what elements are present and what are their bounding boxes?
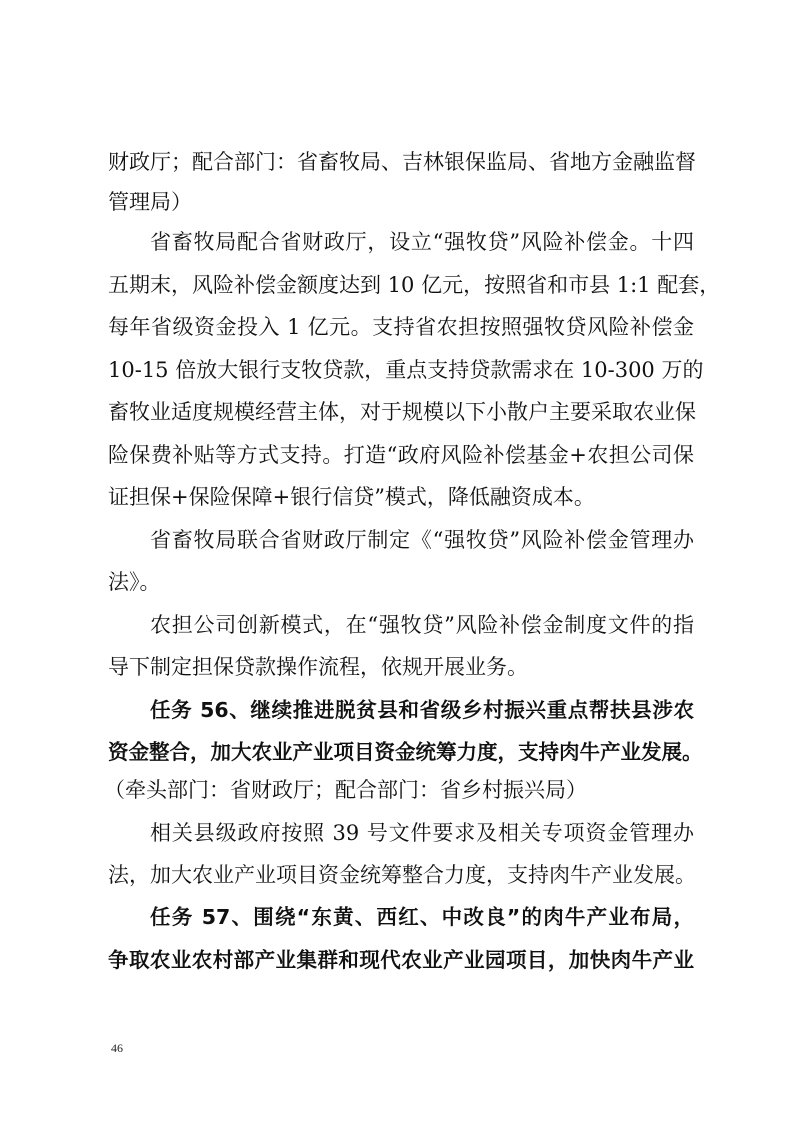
task-57-heading-line-2: 争取农业农村部产业集群和现代农业产业园项目，加快肉牛产业: [108, 948, 694, 972]
task-56-heading-line-2: 资金整合，加大农业产业项目资金统筹力度，支持肉牛产业发展。: [108, 740, 703, 764]
text-line-10: 省畜牧局联合省财政厅制定《“强牧贷”风险补偿金管理办: [150, 528, 694, 552]
text-line-11: 法》。: [108, 570, 161, 594]
text-line-2: 管理局）: [108, 190, 192, 214]
text-line-13: 导下制定担保贷款操作流程，依规开展业务。: [108, 655, 528, 679]
task-56-heading-line-1: 任务 56、继续推进脱贫县和省级乡村振兴重点帮扶县涉农: [150, 698, 694, 722]
text-line-1: 财政厅；配合部门：省畜牧局、吉林银保监局、省地方金融监督: [108, 150, 696, 174]
text-line-3: 省畜牧局配合省财政厅，设立“强牧贷”风险补偿金。十四: [150, 230, 694, 254]
text-line-9: 证担保+保险保障+银行信贷”模式，降低融资成本。: [108, 485, 595, 509]
text-line-4: 五期末，风险补偿金额度达到 10 亿元，按照省和市县 1:1 配套，: [108, 273, 721, 297]
text-line-5: 每年省级资金投入 1 亿元。支持省农担按照强牧贷风险补偿金: [108, 315, 694, 339]
text-line-8: 险保费补贴等方式支持。打造“政府风险补偿基金+农担公司保: [108, 443, 694, 467]
text-line-17: 相关县级政府按照 39 号文件要求及相关专项资金管理办: [150, 821, 694, 845]
task-57-heading-line-1: 任务 57、围绕“东黄、西红、中改良”的肉牛产业布局，: [150, 905, 694, 929]
text-line-7: 畜牧业适度规模经营主体，对于规模以下小散户主要采取农业保: [108, 400, 696, 424]
page-number: 46: [111, 1041, 123, 1055]
text-line-6: 10-15 倍放大银行支牧贷款，重点支持贷款需求在 10-300 万的: [108, 358, 704, 382]
text-line-12: 农担公司创新模式，在“强牧贷”风险补偿金制度文件的指: [150, 613, 694, 637]
task-56-departments: （牵头部门：省财政厅；配合部门：省乡村振兴局）: [104, 778, 587, 802]
text-line-18: 法，加大农业产业项目资金统筹整合力度，支持肉牛产业发展。: [108, 863, 696, 887]
